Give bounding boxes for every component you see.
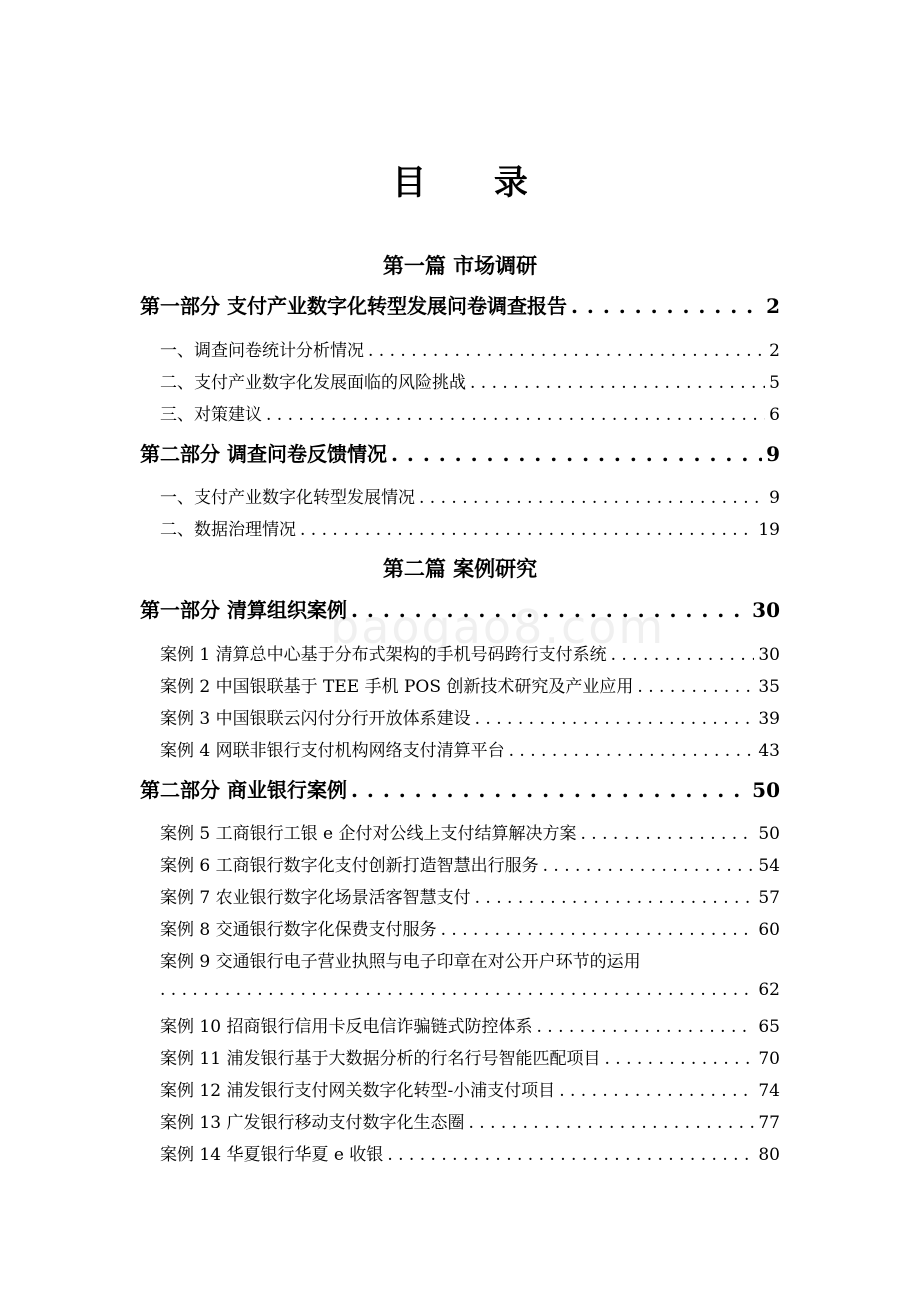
leader-dots	[536, 1017, 754, 1037]
item-page: 30	[758, 645, 780, 665]
item-title: 案例 11 浦发银行基于大数据分析的行名行号智能匹配项目	[160, 1049, 601, 1069]
item-page: 74	[758, 1081, 780, 1101]
leader-dots	[160, 980, 754, 1000]
leader-dots	[581, 824, 755, 844]
leader-dots	[559, 1081, 754, 1101]
toc-item-wrapped[interactable]	[160, 947, 780, 972]
leader-dots	[475, 709, 755, 729]
leader-dots	[419, 488, 765, 508]
item-title: 三、对策建议	[160, 405, 262, 425]
section-page: 9	[766, 442, 780, 466]
part2-heading: 第二篇 案例研究	[382, 556, 538, 581]
toc-section-p1s2[interactable]	[140, 438, 780, 467]
item-page: 9	[769, 488, 780, 508]
item-page: 60	[758, 920, 780, 940]
part1-heading: 第一篇 市场调研	[382, 253, 538, 278]
section-title: 第一部分 支付产业数字化转型发展问卷调查报告	[140, 294, 567, 318]
item-title: 案例 4 网联非银行支付机构网络支付清算平台	[160, 741, 505, 761]
item-title: 案例 9 交通银行电子营业执照与电子印章在对公开户环节的运用	[160, 952, 641, 972]
item-title: 案例 3 中国银联云闪付分行开放体系建设	[160, 709, 471, 729]
item-page: 39	[758, 709, 780, 729]
leader-dots	[543, 856, 755, 876]
item-page: 43	[758, 741, 780, 761]
toc-section-p2s2[interactable]	[140, 774, 780, 803]
leader-dots	[351, 778, 748, 802]
section-page: 30	[752, 598, 780, 622]
toc-item[interactable]	[160, 883, 780, 908]
item-title: 案例 12 浦发银行支付网关数字化转型-小浦支付项目	[160, 1081, 556, 1101]
toc-item[interactable]	[160, 704, 780, 729]
toc-item[interactable]	[160, 915, 780, 940]
toc-item[interactable]	[160, 336, 780, 361]
leader-dots	[637, 677, 754, 697]
toc-item[interactable]	[160, 368, 780, 393]
leader-dots	[509, 741, 755, 761]
leader-dots	[475, 888, 755, 908]
leader-dots	[391, 442, 762, 466]
leader-dots	[611, 645, 755, 665]
leader-dots	[300, 520, 754, 540]
item-page: 65	[758, 1017, 780, 1037]
section-title: 第二部分 商业银行案例	[140, 778, 347, 802]
toc-item[interactable]	[160, 851, 780, 876]
toc-item[interactable]	[160, 400, 780, 425]
item-page: 80	[758, 1145, 780, 1165]
leader-dots	[468, 1113, 754, 1133]
item-title: 二、支付产业数字化发展面临的风险挑战	[160, 373, 466, 393]
item-page: 50	[758, 824, 780, 844]
item-page: 54	[758, 856, 780, 876]
item-page: 19	[758, 520, 780, 540]
toc-item[interactable]	[160, 640, 780, 665]
leader-dots	[387, 1145, 754, 1165]
leader-dots	[351, 598, 748, 622]
item-title: 案例 6 工商银行数字化支付创新打造智慧出行服务	[160, 856, 539, 876]
section-title: 第一部分 清算组织案例	[140, 598, 347, 622]
item-page: 57	[758, 888, 780, 908]
section-page: 2	[766, 294, 780, 318]
leader-dots	[604, 1049, 754, 1069]
leader-dots	[441, 920, 755, 940]
toc-title: 目 录	[392, 163, 556, 203]
toc-item[interactable]	[160, 1108, 780, 1133]
item-title: 案例 7 农业银行数字化场景活客智慧支付	[160, 888, 471, 908]
toc-item[interactable]	[160, 819, 780, 844]
toc-section-p1s1[interactable]	[140, 290, 780, 319]
section-title: 第二部分 调查问卷反馈情况	[140, 442, 387, 466]
watermark: baogao8.com	[330, 600, 666, 654]
item-page: 5	[769, 373, 780, 393]
item-title: 案例 10 招商银行信用卡反电信诈骗链式防控体系	[160, 1017, 533, 1037]
section-page: 50	[752, 778, 780, 802]
item-title: 案例 14 华夏银行华夏 e 收银	[160, 1145, 384, 1165]
item-page: 35	[758, 677, 780, 697]
item-page: 62	[758, 980, 780, 1000]
item-page: 70	[758, 1049, 780, 1069]
toc-item[interactable]	[160, 1012, 780, 1037]
toc-item[interactable]	[160, 1044, 780, 1069]
toc-item[interactable]	[160, 672, 780, 697]
item-title: 案例 13 广发银行移动支付数字化生态圈	[160, 1113, 465, 1133]
item-title: 案例 5 工商银行工银 e 企付对公线上支付结算解决方案	[160, 824, 577, 844]
leader-dots	[470, 373, 765, 393]
leader-dots	[368, 341, 765, 361]
item-title: 案例 1 清算总中心基于分布式架构的手机号码跨行支付系统	[160, 645, 607, 665]
toc-item[interactable]	[160, 1140, 780, 1165]
toc-item[interactable]	[160, 483, 780, 508]
item-page: 6	[769, 405, 780, 425]
toc-item[interactable]	[160, 515, 780, 540]
toc-section-p2s1[interactable]	[140, 594, 780, 623]
toc-item[interactable]	[160, 736, 780, 761]
leader-dots	[571, 294, 762, 318]
item-title: 二、数据治理情况	[160, 520, 296, 540]
item-title: 一、调查问卷统计分析情况	[160, 341, 364, 361]
leader-dots	[266, 405, 765, 425]
item-title: 案例 2 中国银联基于 TEE 手机 POS 创新技术研究及产业应用	[160, 677, 634, 697]
item-title: 案例 8 交通银行数字化保费支付服务	[160, 920, 437, 940]
item-page: 2	[769, 341, 780, 361]
toc-item[interactable]	[160, 1076, 780, 1101]
item-title: 一、支付产业数字化转型发展情况	[160, 488, 415, 508]
toc-item-continuation[interactable]	[160, 980, 780, 1000]
item-page: 77	[758, 1113, 780, 1133]
